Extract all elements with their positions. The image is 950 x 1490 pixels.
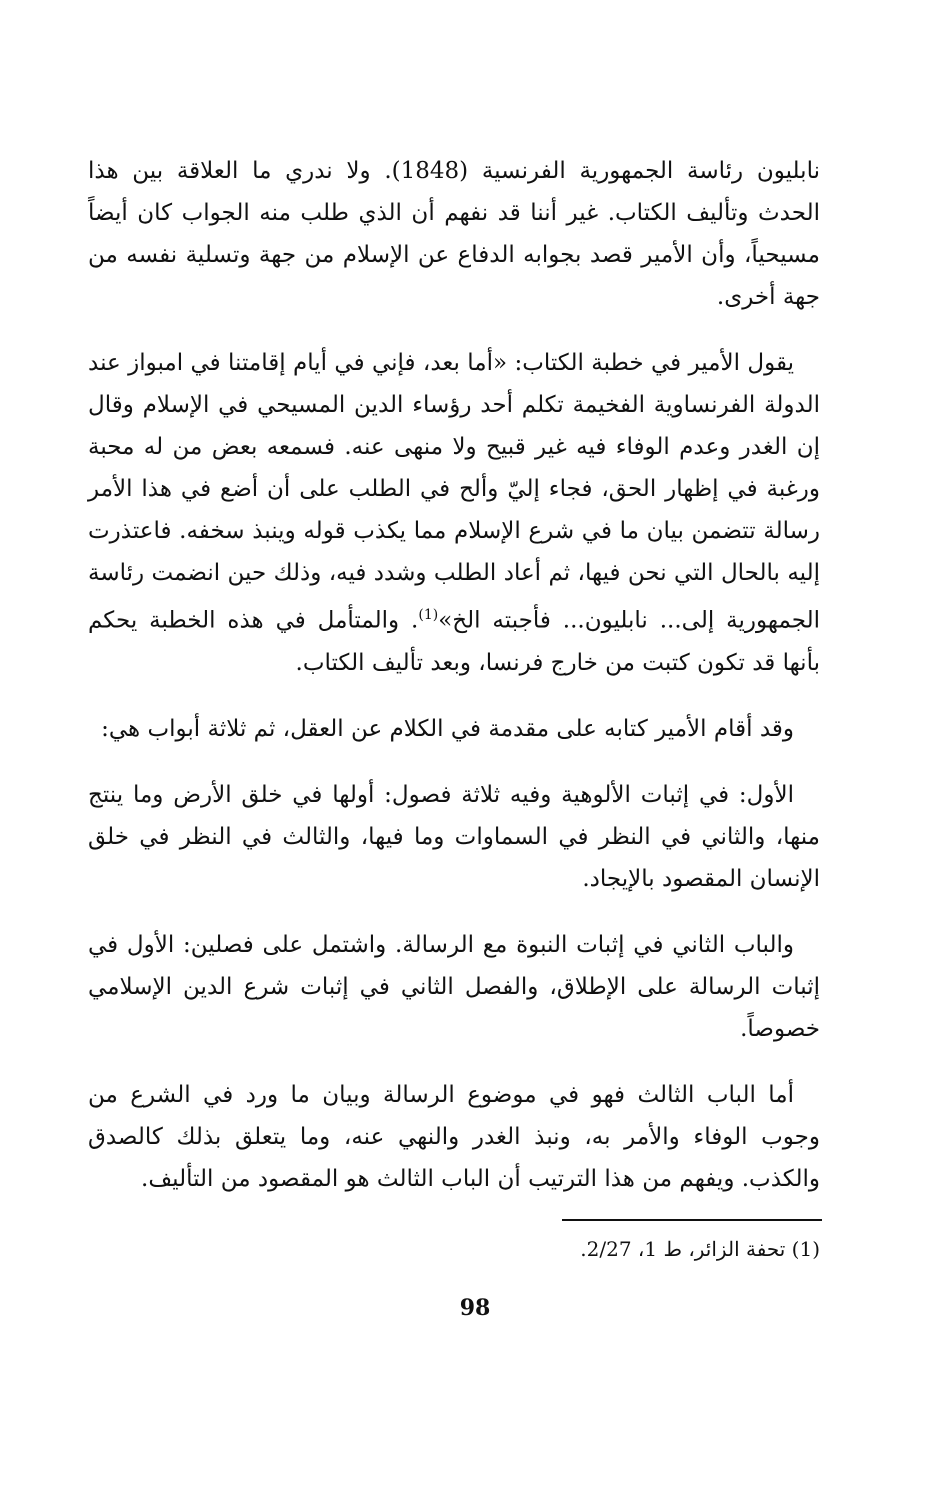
footnote-reference[interactable]: (1) [418,607,439,623]
quote-commentary: . والمتأمل في هذه الخطبة يحكم بأنها قد تكون كتبت من خارج فرنسا، وبعد تأليف الكتاب. [88,607,820,676]
paragraph-5: والباب الثاني في إثبات النبوة مع الرسالة. واشتمل على فصلين: الأول في إثبات الرسالة على الإطلاق، والفصل الثاني في إثبات شرع الدين الإسلامي خصوصاً. [88,931,820,1042]
footnote-divider [562,1219,822,1221]
page-number: 98 [459,1295,491,1321]
quote-text: يقول الأمير في خطبة الكتاب: «أما بعد، فإني في أيام إقامتنا في امبواز عند الدولة الفرنساوية الفخيمة تكلم أحد رؤساء الدين المسيحي في الإسلام وقال إن الغدر وعدم الوفاء فيه غير قبيح ولا منهى عنه. فسمعه بعض من له محبة ورغبة في إظهار الحق، فجاء إليّ وألح في الطلب على أن أضع في هذا الأمر رسالة تتضمن بيان ما في شرع الإسلام مما يكذب قوله وينبذ سخفه. فاعتذرت إليه بالحال التي نحن فيها، ثم أعاد الطلب وشدد فيه، وذلك حين انضمت رئاسة الجمهورية إلى... نابليون... فأجبته الخ» [88,350,820,634]
footnote: (1) تحفة الزائر، ط 1، 2/27. [580,1237,820,1261]
paragraph-1: نابليون رئاسة الجمهورية الفرنسية (1848). ولا ندري ما العلاقة بين هذا الحدث وتأليف الكتاب. غير أننا قد نفهم أن الذي طلب منه الجواب كان أيضاً مسيحياً، وأن الأمير قصد بجوابه الدفاع عن الإسلام من جهة وتسلية نفسه من جهة أخرى. [88,158,820,310]
body-text [88,150,820,1224]
paragraph-4: الأول: في إثبات الألوهية وفيه ثلاثة فصول: أولها في خلق الأرض وما ينتج منها، والثاني في النظر في السماوات وما فيها، والثالث في النظر في خلق الإنسان المقصود بالإيجاد. [88,781,820,892]
paragraph-3: وقد أقام الأمير كتابه على مقدمة في الكلام عن العقل، ثم ثلاثة أبواب هي: [101,715,794,742]
paragraph-6: أما الباب الثالث فهو في موضوع الرسالة وبيان ما ورد في الشرع من وجوب الوفاء والأمر به، ونبذ الغدر والنهي عنه، وما يتعلق بذلك كالصدق والكذب. ويفهم من هذا الترتيب أن الباب الثالث هو المقصود من التأليف. [88,1081,820,1192]
paragraph-quote [88,342,820,684]
